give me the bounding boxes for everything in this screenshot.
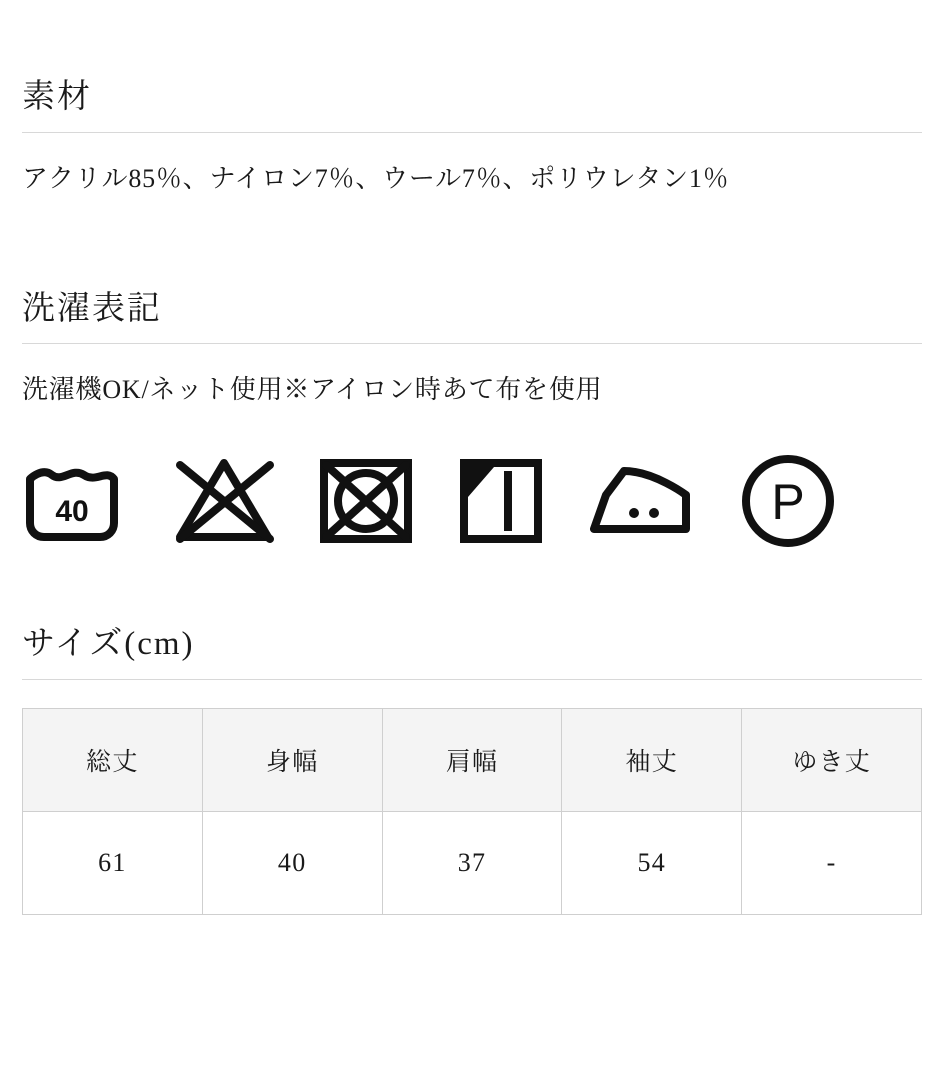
size-value-total-length: 61 — [23, 811, 203, 914]
size-col-sleeve-length: 袖丈 — [562, 708, 742, 811]
size-value-body-width: 40 — [202, 811, 382, 914]
wash-care-divider — [22, 343, 922, 344]
materials-text: アクリル85％、ナイロン7％、ウール7％、ポリウレタン1％ — [22, 163, 730, 193]
no-bleach-icon — [170, 453, 278, 549]
wash-40-icon — [22, 453, 134, 549]
size-col-body-width: 身幅 — [202, 708, 382, 811]
size-col-yuki-length: ゆき丈 — [742, 708, 922, 811]
spacer-after-wash — [22, 551, 922, 625]
size-col-shoulder-width: 肩幅 — [382, 708, 562, 811]
size-divider — [22, 679, 922, 680]
size-table — [22, 708, 922, 915]
materials-heading: 素材 — [22, 79, 92, 115]
dryclean-letter-label: P — [771, 474, 805, 531]
size-heading: サイズ(cm) — [22, 626, 195, 663]
wash-care-section — [22, 290, 922, 552]
dryclean-p-icon — [738, 451, 838, 551]
materials-divider — [22, 132, 922, 133]
iron-medium-icon — [582, 453, 702, 549]
wash-temperature-label: 40 — [55, 495, 89, 529]
table-row — [23, 811, 922, 914]
size-col-total-length: 総丈 — [23, 708, 203, 811]
size-table-header-row — [23, 708, 922, 811]
wash-care-text: 洗濯機OK/ネット使用※アイロン時あて布を使用 — [22, 375, 603, 405]
size-value-sleeve-length: 54 — [562, 811, 742, 914]
size-value-yuki-length: - — [742, 811, 922, 914]
wash-care-heading: 洗濯表記 — [22, 290, 162, 327]
line-dry-in-shade-icon — [454, 453, 546, 549]
care-symbol-row — [22, 451, 922, 551]
size-value-shoulder-width: 37 — [382, 811, 562, 914]
materials-section — [22, 78, 922, 198]
spacer-after-materials — [22, 198, 922, 290]
no-tumble-dry-icon — [314, 453, 418, 549]
size-section — [22, 625, 922, 915]
